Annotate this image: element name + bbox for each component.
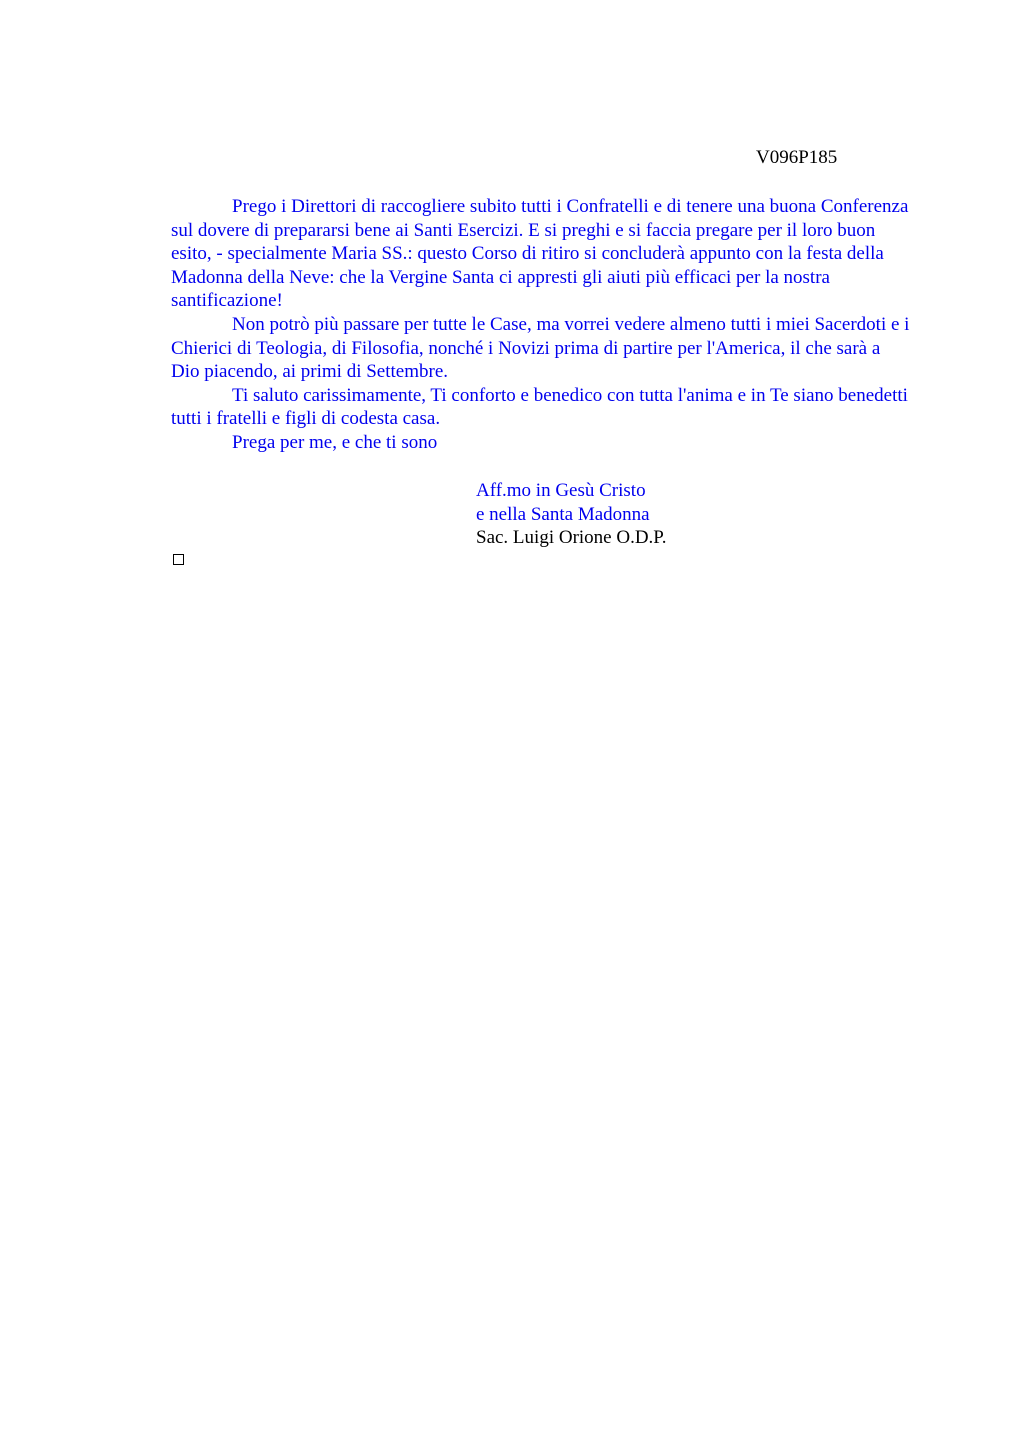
page-reference: V096P185	[756, 147, 838, 168]
paragraph-3: Ti saluto carissimamente, Ti conforto e benedico con tutta l'anima e in Te siano benedetti tutti i fratelli e figli di codesta casa.	[171, 384, 908, 430]
closing-block	[476, 479, 667, 550]
closing-line-1: Aff.mo in Gesù Cristo	[476, 480, 646, 501]
square-outline-icon	[173, 554, 184, 565]
paragraph-2: Non potrò più passare per tutte le Case, ma vorrei vedere almeno tutti i miei Sacerdoti e i Chierici di Teologia, di Filosofia, nonché i Novizi prima di partire per l'America, il che sarà a Dio piacendo, ai primi di Settembre.	[171, 313, 910, 383]
signature: Sac. Luigi Orione O.D.P.	[476, 527, 667, 549]
paragraph-4: Prega per me, e che ti sono	[232, 431, 438, 453]
paragraph-1: Prego i Direttori di raccogliere subito tutti i Confratelli e di tenere una buona Conferenza sul dovere di prepararsi bene ai Santi Esercizi. E si preghi e si faccia pregare per il loro buon esito, - specialmente Maria SS.: questo Corso di ritiro si concluderà appunto con la festa della Madonna della Neve: che la Vergine Santa ci appresti gli aiuti più efficaci per la nostra santificazione!	[171, 196, 909, 312]
letter-body	[171, 195, 911, 455]
closing-line-2: e nella Santa Madonna	[476, 503, 650, 525]
